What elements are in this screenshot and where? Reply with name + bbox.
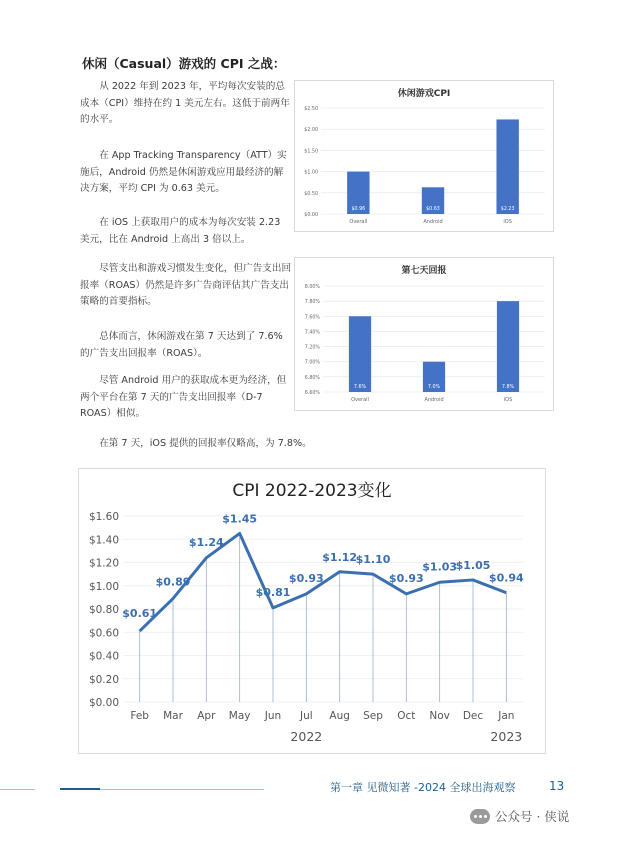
roas-y-tick-label: 7.20%: [304, 345, 320, 351]
cpi-data-label: $0.96: [351, 207, 366, 212]
roas-y-tick-label: 6.60%: [304, 391, 320, 396]
line-data-label: $1.24: [188, 535, 224, 549]
line-x-tick-label: Oct: [397, 710, 416, 722]
cpi-data-label: $2.23: [500, 207, 515, 212]
section-heading: 休闲（Casual）游戏的 CPI 之战：: [82, 56, 286, 71]
line-data-label: $1.12: [322, 550, 358, 564]
paragraph-3: 在 iOS 上获取用户的成本为每次安装 2.23 美元，比在 Android 上高出 3 倍以上。: [80, 217, 281, 245]
cpi-data-label: $0.63: [426, 207, 440, 212]
roas-y-tick-label: 8.00%: [304, 285, 320, 290]
cpi-y-tick-label: $1.00: [304, 170, 318, 176]
roas-category-label: iOS: [503, 397, 513, 403]
line-chart-title: CPI 2022-2023变化: [232, 481, 392, 501]
line-data-label: $0.94: [488, 571, 524, 585]
line-data-label: $1.03: [422, 560, 458, 574]
paragraph-6: 尽管 Android 用户的获取成本更为经济，但两个平台在第 7 天的广告支出回报率（D-7 ROAS）相似。: [80, 375, 287, 419]
line-y-tick-label: $1.20: [88, 557, 119, 570]
line-x-tick-label: Feb: [130, 710, 149, 722]
roas-bar-chart-panel: [294, 257, 554, 411]
line-x-tick-label: Mar: [163, 710, 183, 722]
line-x-tick-label: Apr: [197, 710, 216, 722]
line-x-tick-label: Jun: [264, 710, 282, 722]
chat-bubble-icon: [470, 809, 490, 824]
cpi-category-label: Android: [423, 219, 443, 225]
footer-accent: [60, 788, 100, 790]
paragraph-2: 在 App Tracking Transparency（ATT）实施后，Android 仍然是休闲游戏应用最经济的解决方案，平均 CPI 为 0.63 美元。: [80, 150, 287, 194]
paragraph-4: 尽管支出和游戏习惯发生变化，但广告支出回报率（ROAS）仍然是许多广告商评估其广告支出策略的首要指标。: [80, 263, 292, 307]
year-label-2022: 2022: [290, 729, 323, 744]
roas-data-label: 7.8%: [501, 385, 515, 390]
cpi-bar-chart: [295, 81, 553, 231]
line-y-tick-label: $0.60: [88, 627, 119, 640]
footer-divider-left: [0, 789, 35, 790]
roas-y-tick-label: 7.80%: [304, 300, 320, 306]
cpi-y-tick-label: $2.00: [304, 128, 318, 134]
footer-chapter: 第一章 见微知著 -2024 全球出海观察: [330, 781, 516, 794]
roas-bar-chart: [295, 258, 553, 410]
line-y-tick-label: $1.60: [88, 511, 119, 523]
roas-category-label: Android: [424, 397, 444, 403]
line-data-label: $0.81: [255, 585, 291, 599]
line-y-tick-label: $0.80: [88, 604, 119, 616]
watermark-text: 公众号 · 侠说: [495, 809, 570, 824]
cpi-line-chart-panel: [78, 468, 546, 754]
cpi-chart-title: 休闲游戏CPI: [397, 89, 451, 99]
line-x-tick-label: Aug: [329, 710, 350, 722]
line-x-tick-label: Nov: [429, 710, 450, 722]
line-data-label: $0.61: [122, 607, 158, 621]
line-x-tick-label: Sep: [363, 710, 383, 722]
line-y-tick-label: $0.20: [88, 673, 119, 686]
paragraph-1: 从 2022 年到 2023 年，平均每次安装的总成本（CPI）维持在约 1 美元左右。这低于前两年的水平。: [80, 81, 290, 125]
cpi-y-tick-label: $2.50: [304, 107, 318, 112]
roas-data-label: 7.0%: [427, 385, 441, 390]
roas-chart-title: 第七天回报: [401, 266, 447, 276]
line-data-label: $0.93: [388, 571, 424, 585]
line-y-tick-label: $1.00: [88, 580, 119, 593]
roas-y-tick-label: 7.00%: [304, 360, 320, 366]
line-x-tick-label: May: [228, 710, 251, 722]
roas-data-label: 7.6%: [353, 385, 367, 390]
line-data-label: $1.45: [222, 512, 258, 526]
roas-y-tick-label: 6.80%: [304, 375, 320, 381]
line-y-tick-label: $1.40: [88, 534, 119, 547]
roas-y-tick-label: 7.60%: [304, 315, 320, 321]
roas-bar: [349, 316, 371, 392]
line-x-tick-label: Jul: [299, 710, 313, 722]
watermark: [470, 807, 569, 825]
cpi-category-label: iOS: [503, 219, 512, 225]
cpi-y-tick-label: $0.50: [304, 191, 318, 197]
line-data-label: $0.89: [155, 575, 191, 589]
line-data-label: $1.05: [455, 558, 491, 572]
roas-category-label: Overall: [351, 397, 369, 403]
line-x-tick-label: Jan: [498, 710, 515, 722]
line-data-label: $0.93: [288, 571, 324, 585]
paragraph-7: 在第 7 天，iOS 提供的回报率仅略高，为 7.8%。: [99, 438, 312, 449]
line-y-tick-label: $0.00: [88, 697, 119, 709]
line-y-tick-label: $0.40: [88, 650, 119, 663]
cpi-bar-chart-panel: [294, 80, 554, 232]
cpi-category-label: Overall: [349, 219, 368, 225]
roas-bar: [497, 301, 519, 392]
cpi-bar: [496, 119, 518, 214]
cpi-y-tick-label: $1.50: [304, 149, 318, 155]
paragraph-5: 总体而言，休闲游戏在第 7 天达到了 7.6% 的广告支出回报率（ROAS）。: [80, 331, 283, 359]
roas-y-tick-label: 7.40%: [304, 330, 320, 336]
year-label-2023: 2023: [490, 729, 523, 744]
cpi-line-chart: [79, 469, 545, 753]
cpi-y-tick-label: $0.00: [304, 213, 318, 218]
line-data-label: $1.10: [355, 553, 391, 567]
page-number: 13: [549, 779, 565, 793]
line-x-tick-label: Dec: [462, 710, 484, 722]
